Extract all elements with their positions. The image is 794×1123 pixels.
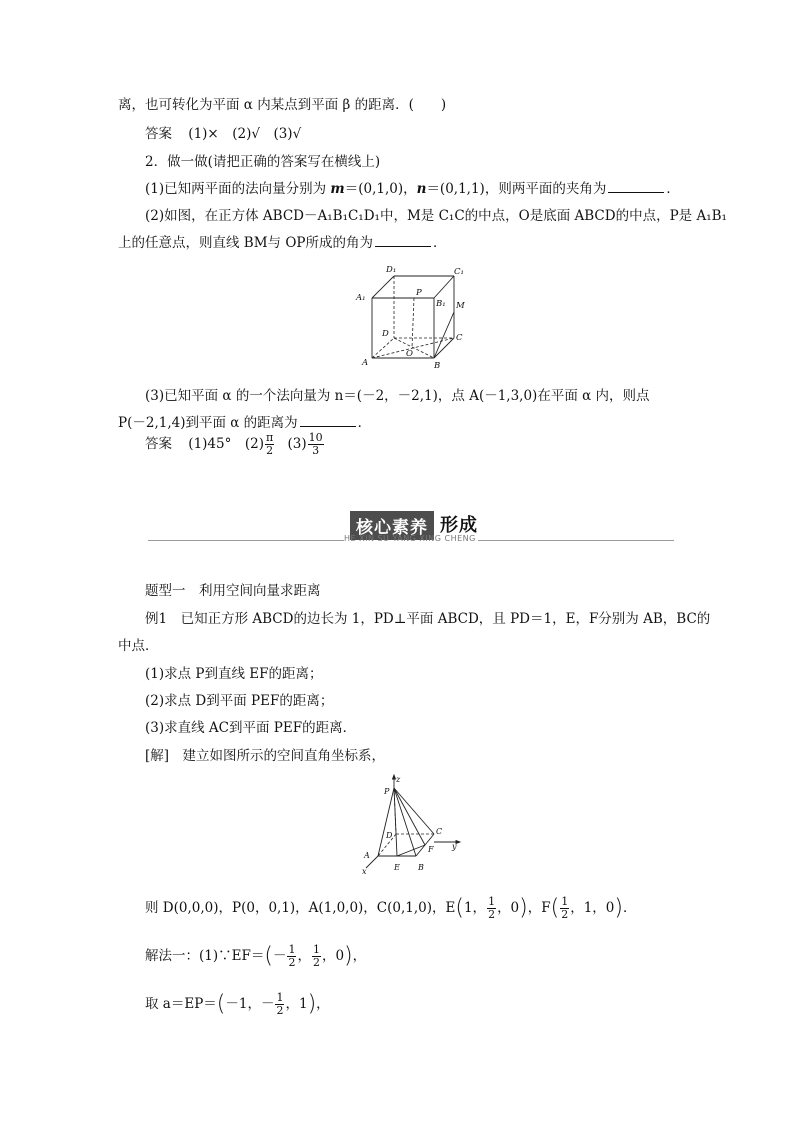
- cube-edge: [434, 276, 454, 298]
- coord-e-x: 1，: [463, 900, 487, 916]
- coord-e-z: ，0: [497, 900, 520, 916]
- denominator: 2: [288, 956, 296, 969]
- q2-3-text: P(－2,1,4)到平面 α 的距离为: [118, 415, 298, 431]
- period: ．: [432, 235, 447, 251]
- period: ．: [623, 900, 637, 916]
- label-c: C: [436, 827, 443, 836]
- method-1-text: 解法一：(1)∵EF＝: [145, 948, 265, 964]
- answer-2-part1: (1)45° (2): [188, 436, 264, 452]
- q2-1-n-value: ＝(0,1,1)，则两平面的夹角为: [426, 181, 607, 197]
- numerator: 1: [488, 895, 496, 908]
- fraction-half: [560, 896, 569, 921]
- period: ．: [666, 181, 680, 197]
- cube-edge: [372, 276, 394, 298]
- q2-1-m-value: ＝(0,1,0)，: [344, 181, 417, 197]
- answer-label: 答案: [145, 126, 172, 142]
- vector-part1: －1，－: [225, 996, 275, 1012]
- numerator: 1: [561, 895, 569, 908]
- question-2-1: [145, 180, 680, 198]
- denominator: 2: [488, 908, 496, 921]
- label-z: z: [396, 775, 401, 784]
- paren-close: ): [344, 943, 353, 969]
- label-d: D: [386, 831, 393, 840]
- denominator: 2: [276, 1004, 284, 1017]
- vector-m: m: [330, 181, 345, 197]
- numerator: 1: [276, 991, 284, 1004]
- coordinates-line: [145, 888, 637, 928]
- example-1-part-2: (2)求点 D到平面 PEF的距离；: [145, 693, 334, 709]
- take-text: 取 a＝EP＝: [145, 996, 217, 1012]
- label-a: A: [362, 358, 369, 368]
- answer-blank: [375, 234, 431, 247]
- numerator: 1: [312, 943, 320, 956]
- paren-close: ): [614, 895, 623, 921]
- label-y: y: [452, 842, 457, 851]
- answer-1: [145, 125, 301, 143]
- paren-open: (: [455, 895, 464, 921]
- banner-rule-right: [478, 540, 674, 541]
- comma: ，: [352, 948, 367, 964]
- label-c1: C₁: [454, 267, 464, 277]
- diagonal-ac: [372, 338, 454, 358]
- question-2-2-line-b: [118, 234, 446, 252]
- question-2-2-line-a: (2)如图，在正方体 ABCD－A₁B₁C₁D₁中，M是 C₁C的中点，O是底面 ABCD的中点，P是 A₁B₁: [145, 208, 727, 224]
- q2-2-text: 上的任意点，则直线 BM与 OP所成的角为: [118, 235, 373, 251]
- numerator: π: [265, 431, 274, 444]
- coord-f-yz: ，1，0: [570, 900, 615, 916]
- line-bm: [434, 312, 454, 358]
- question-2-title: 2．做一做(请把正确的答案写在横线上): [145, 154, 381, 170]
- answer-label: 答案: [145, 436, 172, 452]
- example-1-line-b: 中点．: [118, 638, 159, 654]
- vector-tail: ，0: [321, 948, 345, 964]
- period: ．: [357, 415, 372, 431]
- label-d: D: [382, 329, 389, 339]
- diagonal-bd: [394, 338, 434, 358]
- label-m: M: [456, 301, 465, 311]
- vector-n: n: [416, 181, 427, 197]
- label-p: P: [384, 787, 390, 796]
- answer-blank: [608, 180, 664, 193]
- continued-statement: 离，也可转化为平面 α 内某点到平面 β 的距离．( ): [118, 97, 447, 113]
- vector-part2: ，1: [285, 996, 308, 1012]
- label-f: F: [428, 845, 434, 854]
- label-a: A: [364, 851, 370, 860]
- section-banner-subtitle: HE XIN SU YANG XING CHENG: [344, 534, 476, 543]
- paren-open: (: [264, 943, 273, 969]
- example-1-part-1: (1)求点 P到直线 EF的距离；: [145, 666, 323, 682]
- section-banner-box: 核心素养: [350, 511, 434, 540]
- fraction-pi-over-2: [265, 432, 274, 457]
- label-p: P: [416, 288, 422, 298]
- label-o: O: [406, 349, 413, 359]
- numerator: 10: [308, 431, 323, 444]
- label-b: B: [418, 863, 424, 872]
- denominator: 2: [561, 908, 569, 921]
- section-banner-tail: 形成: [440, 515, 478, 536]
- banner-rule-left: [148, 540, 344, 541]
- answer-2-part3: (3): [287, 436, 307, 452]
- solution-intro: [解] 建立如图所示的空间直角坐标系，: [145, 748, 386, 764]
- fraction-10-over-3: [308, 432, 324, 457]
- q2-1-text: (1)已知两平面的法向量分别为: [145, 181, 331, 197]
- method-1-line: [145, 936, 366, 976]
- paren-open: (: [216, 991, 226, 1017]
- cube-edge: [434, 338, 454, 358]
- example-1-line-a: 例1 已知正方形 ABCD的边长为 1，PD⊥平面 ABCD，且 PD＝1，E，F分别为 AB，BC的: [145, 611, 711, 627]
- line-op: [412, 298, 414, 348]
- label-x: x: [362, 867, 367, 876]
- separator: ，: [297, 948, 311, 964]
- comma: ，: [316, 996, 330, 1012]
- fraction-half: [312, 944, 321, 969]
- coords-f-label: ，F: [527, 900, 551, 916]
- minus-sign: －: [272, 948, 287, 964]
- denominator: 3: [312, 444, 320, 457]
- paren-close: ): [307, 991, 317, 1017]
- label-b: B: [434, 361, 441, 370]
- label-e: E: [394, 863, 400, 872]
- answer-values: (1)× (2)√ (3)√: [188, 126, 302, 142]
- y-arrow: [456, 841, 460, 844]
- label-a1: A₁: [356, 293, 366, 303]
- fraction-half: [487, 896, 496, 921]
- take-vector-line: [145, 984, 330, 1024]
- type-title: 题型一 利用空间向量求距离: [145, 583, 321, 599]
- example-1-part-3: (3)求直线 AC到平面 PEF的距离．: [145, 720, 357, 736]
- question-2-3-line-a: (3)已知平面 α 的一个法向量为 n＝(－2，－2,1)，点 A(－1,3,0)在平面 α 内，则点: [145, 388, 650, 404]
- numerator: 1: [288, 943, 296, 956]
- label-b1: B₁: [436, 299, 446, 309]
- pyramid-figure: [356, 774, 466, 878]
- fraction-half: [287, 944, 296, 969]
- denominator: 2: [312, 956, 320, 969]
- cube-figure: [350, 262, 470, 370]
- coords-text: 则 D(0,0,0)，P(0，0,1)，A(1,0,0)，C(0,1,0)，E: [145, 900, 456, 916]
- edge-pc: [394, 788, 434, 834]
- answer-2: [145, 421, 325, 467]
- denominator: 2: [266, 444, 274, 457]
- paren-open: (: [550, 895, 560, 921]
- fraction-half: [275, 992, 284, 1017]
- label-d1: D₁: [386, 265, 397, 275]
- paren-close: ): [519, 895, 528, 921]
- label-c: C: [456, 333, 463, 343]
